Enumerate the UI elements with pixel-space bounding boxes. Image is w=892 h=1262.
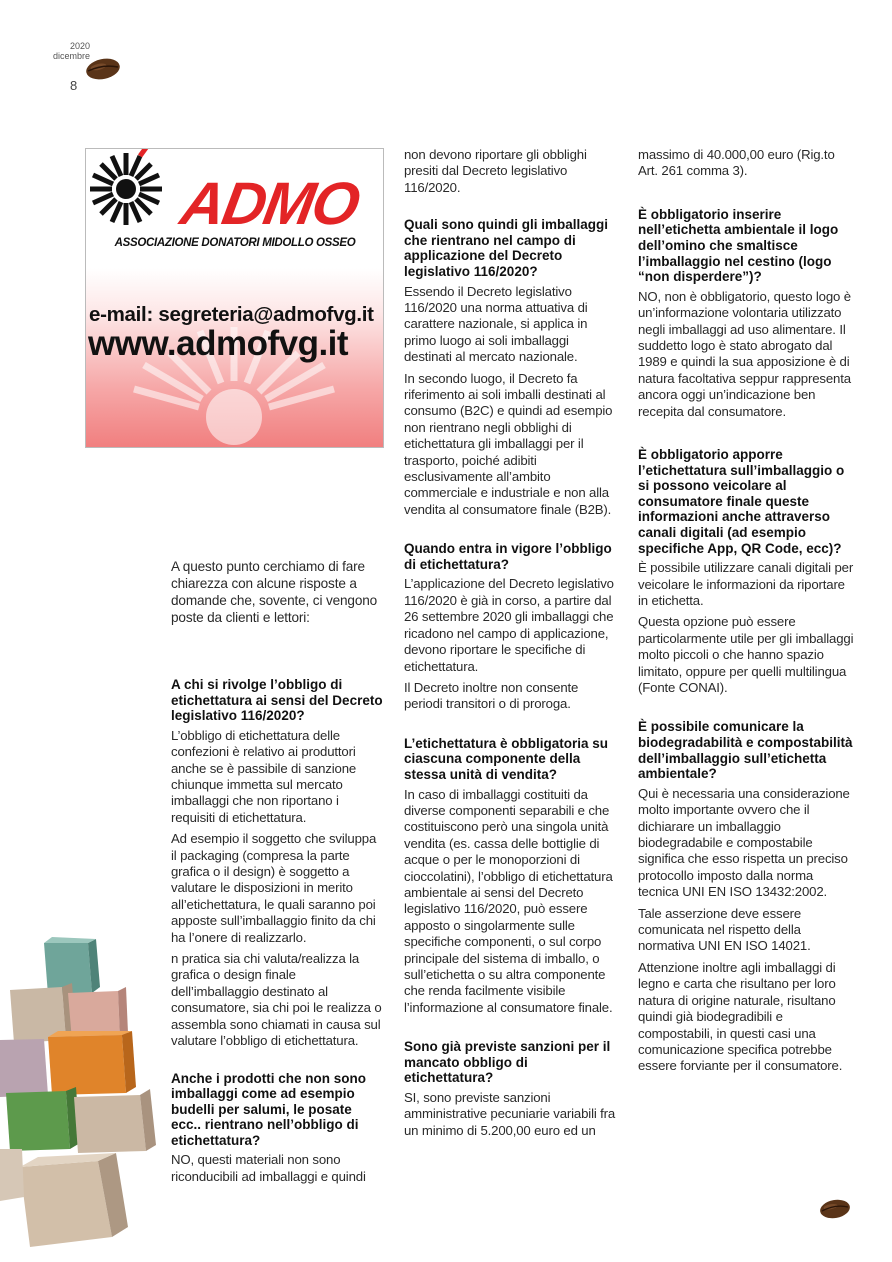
answer-paragraph: NO, non è obbligatorio, questo logo è un’informazione volontaria utilizzato negli imballaggi ad uso alimentare. Il suddetto logo è stato abrogato dal 1989 e quindi la sua apposizione è di natura facoltativa seppur rappresenta ancora oggi un’indicazione ben recepita dal consumatore.	[638, 288, 851, 419]
coffee-bean-icon	[84, 56, 122, 82]
answer-paragraph: È possibile utilizzare canali digitali per veicolare le informazioni da riportare in etichetta.	[638, 560, 854, 608]
question-heading: Sono già previste sanzioni per il mancato obbligo di etichettatura?	[404, 1039, 611, 1086]
answer-paragraph: Ad esempio il soggetto che sviluppa il packaging (compresa la parte grafica o il design) è soggetto a valutare le disposizioni in merito all’etichettatura, le quali saranno poi apposte sull’imballaggio finito da chi ha l’onere di realizzarlo.	[171, 831, 377, 945]
admo-logo-box	[85, 148, 384, 448]
column-1	[171, 558, 385, 1190]
answer-paragraph: L’applicazione del Decreto legislativo 116/2020 è già in corso, a partire dal 26 settembre 2020 gli imballaggi che ricadono nel campo di applicazione, devono riportare le specifiche di etichettatura.	[404, 576, 614, 674]
question-heading: Quando entra in vigore l’obbligo di etichettatura?	[404, 541, 612, 572]
intro-paragraph: A questo punto cerchiamo di fare chiarezza con alcune risposte a domande che, sovente, ci vengono poste da clienti e lettori:	[171, 559, 378, 625]
coffee-bean-icon	[818, 1198, 852, 1220]
answer-paragraph: In caso di imballaggi costituiti da diverse componenti separabili e che costituiscono però una singola unità vendita (es. cassa delle bottiglie di acque o per le monoporzioni di cioccolatini), l’obbligo di etichettatura ambientale ai sensi del Decreto legislativo 116/2020, può essere apposto o singolarmente sulle specifiche componenti, o sul corpo principale del sistema di imballo, o sull’etichetta o su altra componente che renda facilmente visibile l’informazione al consumatore finale.	[404, 786, 613, 1015]
question-heading: Anche i prodotti che non sono imballaggi come ad esempio budelli per salumi, le posate ecc.. rientrano nell’obbligo di etichettatura?	[171, 1070, 366, 1148]
answer-paragraph: L’obbligo di etichettatura delle confezioni è relativo ai produttori anche se è passibile di sanzione chiunque immetta sul mercato imballaggi che non riportano i requisiti di etichettatura.	[171, 727, 357, 825]
answer-paragraph: NO, questi materiali non sono riconducibili ad imballaggi e quindi	[171, 1152, 366, 1184]
answer-paragraph: massimo di 40.000,00 euro (Rig.to Art. 261 comma 3).	[638, 147, 835, 179]
association-name: ASSOCIAZIONE DONATORI MIDOLLO OSSEO	[114, 237, 356, 249]
question-heading: L’etichettatura è obbligatoria su ciascuna componente della stessa unità di vendita?	[404, 735, 609, 782]
answer-paragraph: non devono riportare gli obblighi presiti dal Decreto legislativo 116/2020.	[404, 147, 587, 195]
answer-paragraph: In secondo luogo, il Decreto fa riferimento ai soli imballi destinati al consumo (B2C) e quindi ad esempio non rientrano negli obblighi di etichettatura gli imballaggi per il trasporto, poiché adibiti esclusivamente all’ambito commerciale e industriale e non alla vendita al consumatore finale (B2B).	[404, 370, 613, 517]
answer-paragraph: Essendo il Decreto legislativo 116/2020 una norma attuativa di carattere nazionale, si applica in primo luogo ai soli imballaggi destinati al mercato nazionale.	[404, 283, 588, 365]
stacked-cubes-illustration	[0, 935, 160, 1262]
email-address: e-mail: segreteria@admofvg.it	[89, 303, 374, 326]
question-heading: A chi si rivolge l’obbligo di etichettatura ai sensi del Decreto legislativo 116/2020?	[171, 677, 383, 724]
question-heading: È possibile comunicare la biodegradabilità e compostabilità dell’imballaggio sull’etichetta ambientale?	[638, 719, 853, 782]
issue-year: 2020	[69, 41, 90, 51]
admo-wordmark: ADMO	[176, 170, 364, 237]
question-heading: È obbligatorio apporre l’etichettatura sull’imballaggio o si possono veicolare al consumatore finale queste informazioni anche attraverso canali digitali (ad esempio specifiche App, QR Code, ecc)?	[638, 447, 845, 556]
answer-paragraph: Qui è necessaria una considerazione molto importante ovvero che il dichiarare un imballaggio biodegradabile e compostabile significa che esso rispetta un preciso protocollo imposto dalla norma tecnica UNI EN ISO 13432:2002.	[638, 785, 850, 900]
column-2	[404, 147, 620, 1144]
question-heading: Quali sono quindi gli imballaggi che rientrano nel campo di applicazione del Decreto legislativo 116/2020?	[404, 217, 609, 279]
answer-paragraph: Tale asserzione deve essere comunicata nel rispetto della normativa UNI EN ISO 14021.	[638, 905, 811, 954]
website-url: www.admofvg.it	[88, 324, 349, 363]
issue-month: dicembre	[52, 51, 90, 61]
question-heading: È obbligatorio inserire nell’etichetta ambientale il logo dell’omino che smaltisce l’imballaggio nel cestino (logo “non disperdere”)?	[638, 206, 839, 285]
answer-paragraph: Attenzione inoltre agli imballaggi di legno e carta che risultano per loro natura di origine naturale, risultano quindi già biodegradibili e compostabili, in questi casi una comunicazione specifica potrebbe essere forviante per il consumatore.	[638, 959, 843, 1074]
page-number: 8	[70, 78, 78, 93]
answer-paragraph: Questa opzione può essere particolarmente utile per gli imballaggi molto piccoli o che hanno spazio limitato, oppure per quelli multilingua (Fonte CONAI).	[638, 614, 854, 696]
answer-paragraph: SI, sono previste sanzioni amministrative pecuniarie variabili fra un minimo di 5.200,00 euro ed un	[404, 1089, 616, 1138]
answer-paragraph: Il Decreto inoltre non consente periodi transitori o di proroga.	[404, 679, 579, 712]
column-3	[638, 147, 854, 1080]
answer-paragraph: n pratica sia chi valuta/realizza la grafica o design finale dell’imballaggio destinato al consumatore, sia chi poi le realizza o assembla sono chiamati in causa sul valutare l’obbligo di etichettatura.	[171, 951, 382, 1049]
